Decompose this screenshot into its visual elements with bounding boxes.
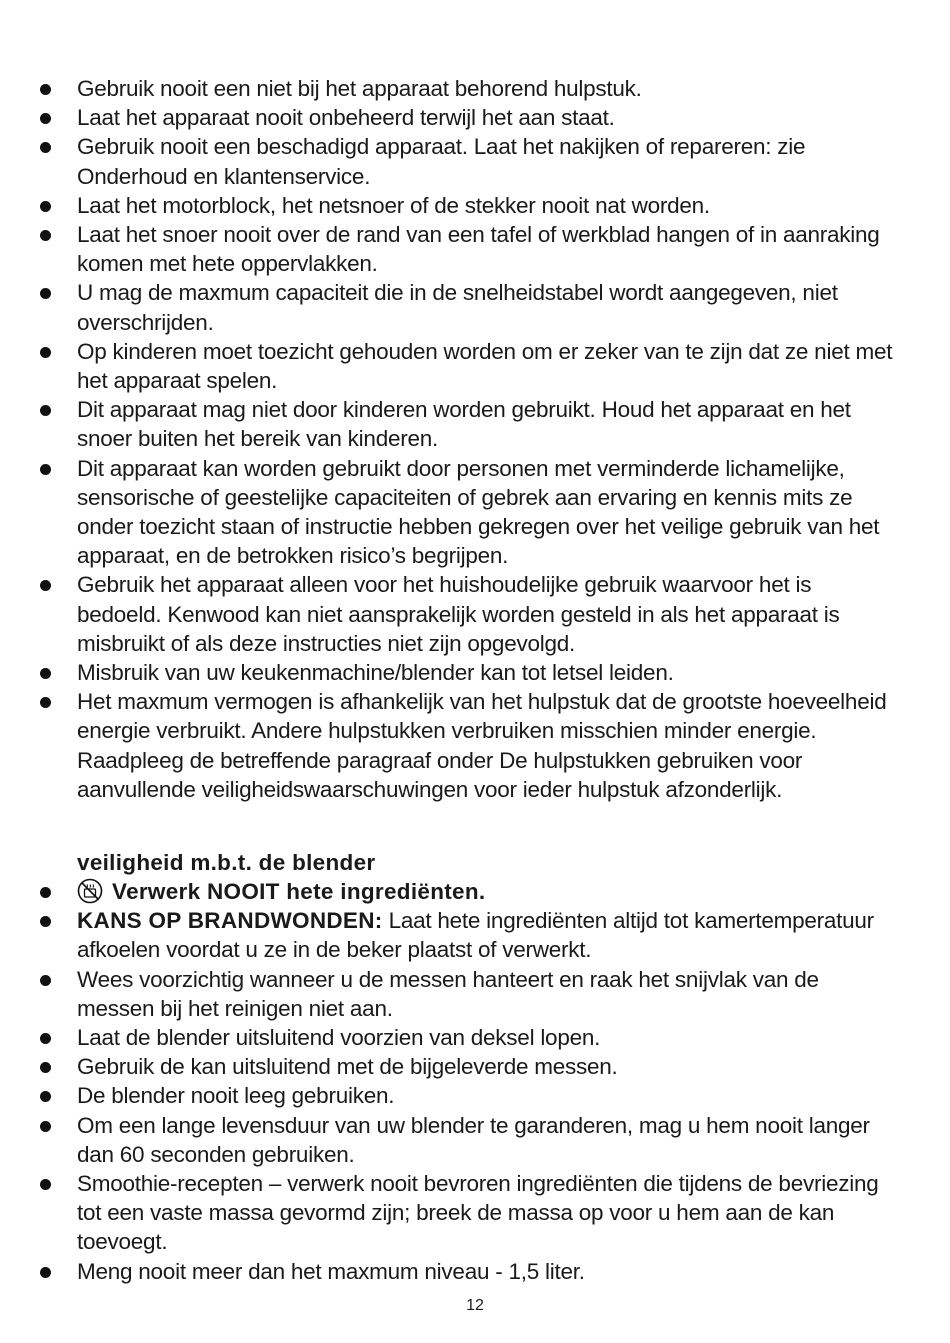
- bullet-icon: [40, 464, 51, 475]
- bullet-icon: [40, 230, 51, 241]
- max-power-text: Het maxmum vermogen is afhankelijk van het hulpstuk dat de grootste hoeveelheid energie verbruikt. Andere hulpstukken verbruiken misschien minder energie.: [77, 689, 887, 744]
- bullet-icon: [40, 1267, 51, 1278]
- list-item-max-power: [0, 687, 950, 804]
- list-item: Dit apparaat kan worden gebruikt door personen met verminderde lichamelijke, sensorische of geestelijke capaciteiten of gebrek aan ervaring en kennis mits ze onder toezicht staan of instructie hebben gekregen over het veilige gebruik van het apparaat, en de betrokken risico’s begrijpen.: [0, 454, 950, 571]
- bullet-icon: [40, 201, 51, 212]
- list-item: Dit apparaat mag niet door kinderen worden gebruikt. Houd het apparaat en het snoer buiten het bereik van kinderen.: [0, 395, 950, 453]
- bullet-icon: [40, 84, 51, 95]
- list-item: Gebruik nooit een niet bij het apparaat behorend hulpstuk.: [0, 74, 950, 103]
- list-item: Laat de blender uitsluitend voorzien van deksel lopen.: [0, 1023, 950, 1052]
- list-item: Gebruik de kan uitsluitend met de bijgeleverde messen.: [0, 1052, 950, 1081]
- bullet-icon: [40, 580, 51, 591]
- list-item: Op kinderen moet toezicht gehouden worden om er zeker van te zijn dat ze niet met het apparaat spelen.: [0, 337, 950, 395]
- page-number: 12: [466, 1297, 484, 1314]
- list-item: Gebruik het apparaat alleen voor het huishoudelijke gebruik waarvoor het is bedoeld. Kenwood kan niet aansprakelijk worden gesteld in als het apparaat is misbruikt of als deze instructies niet zijn opgevolgd.: [0, 570, 950, 658]
- list-item: Laat het snoer nooit over de rand van een tafel of werkblad hangen of in aanraking komen met hete oppervlakken.: [0, 220, 950, 278]
- blender-safety-list: [0, 877, 950, 1286]
- blender-safety-heading: veiligheid m.b.t. de blender: [77, 850, 376, 875]
- bullet-icon: [40, 142, 51, 153]
- bullet-icon: [40, 887, 51, 898]
- bullet-icon: [40, 1121, 51, 1132]
- bullet-icon: [40, 113, 51, 124]
- list-item: Meng nooit meer dan het maxmum niveau - 1,5 liter.: [0, 1257, 950, 1286]
- list-item: Laat het apparaat nooit onbeheerd terwijl het aan staat.: [0, 103, 950, 132]
- max-power-reference: Raadpleeg de betreffende paragraaf onder De hulpstukken gebruiken voor aanvullende veiligheidswaarschuwingen voor ieder hulpstuk afzonderlijk.: [77, 747, 803, 802]
- list-item: Misbruik van uw keukenmachine/blender kan tot letsel leiden.: [0, 658, 950, 687]
- list-item: U mag de maxmum capaciteit die in de snelheidstabel wordt aangegeven, niet overschrijden.: [0, 278, 950, 336]
- burn-label: KANS OP BRANDWONDEN:: [77, 908, 383, 934]
- list-item: Wees voorzichtig wanneer u de messen hanteert en raak het snijvlak van de messen bij het reinigen niet aan.: [0, 965, 950, 1023]
- bullet-icon: [40, 405, 51, 416]
- hot-warning-text: Verwerk NOOIT hete ingrediënten.: [112, 879, 486, 904]
- list-item: Om een lange levensduur van uw blender te garanderen, mag u hem nooit langer dan 60 seconden gebruiken.: [0, 1111, 950, 1169]
- bullet-icon: [40, 975, 51, 986]
- list-item: Laat het motorblock, het netsnoer of de stekker nooit nat worden.: [0, 191, 950, 220]
- bullet-icon: [40, 916, 51, 927]
- bullet-icon: [40, 347, 51, 358]
- bullet-icon: [40, 1033, 51, 1044]
- bullet-icon: [40, 697, 51, 708]
- list-item-hot-warning: [0, 877, 950, 906]
- bullet-icon: [40, 1062, 51, 1073]
- general-safety-list: [0, 74, 950, 804]
- no-hot-ingredients-icon: [77, 878, 103, 904]
- bullet-icon: [40, 668, 51, 679]
- list-item: De blender nooit leeg gebruiken.: [0, 1081, 950, 1110]
- list-item: Smoothie-recepten – verwerk nooit bevroren ingrediënten die tijdens de bevriezing tot een vaste massa gevormd zijn; breek de massa op voor u hem aan de kan toevoegt.: [0, 1169, 950, 1257]
- burn-text: Laat hete ingrediënten altijd tot kamertemperatuur afkoelen voordat u ze in de beker plaatst of verwerkt.: [77, 908, 874, 963]
- bullet-icon: [40, 1179, 51, 1190]
- bullet-icon: [40, 1091, 51, 1102]
- bullet-icon: [40, 288, 51, 299]
- list-item-burn-warning: [0, 906, 950, 964]
- list-item: Gebruik nooit een beschadigd apparaat. Laat het nakijken of repareren: zie Onderhoud en klantenservice.: [0, 132, 950, 190]
